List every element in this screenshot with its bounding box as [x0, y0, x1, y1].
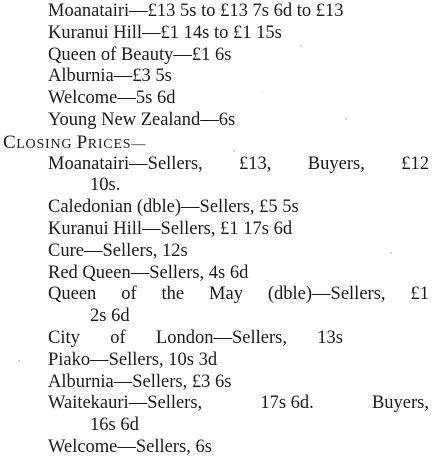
print-speck: [390, 252, 392, 254]
closing-prices-heading: [0, 132, 435, 154]
heading-cap-c: C: [3, 131, 17, 153]
closing-line-welcome: Welcome—Sellers, 6s: [48, 436, 212, 457]
closing-line-moanatairi-continued: 10s.: [90, 175, 121, 196]
closing-line-cure: Cure—Sellers, 12s: [48, 240, 188, 261]
closing-line-queen-of-the-may-continued: 2s 6d: [90, 306, 130, 327]
closing-line-alburnia: Alburnia—Sellers, £3 6s: [48, 371, 232, 392]
heading-rest-losing: LOSING: [16, 136, 77, 152]
closing-line-waitekauri: [0, 393, 435, 415]
closing-waitekauri-part-1: Waitekauri—Sellers,: [48, 393, 207, 414]
heading-cap-p: P: [76, 131, 88, 153]
closing-queen-may-part-2: of: [121, 284, 142, 305]
closing-queen-may-part-6: £1: [410, 284, 429, 305]
print-speck: [300, 45, 302, 47]
closing-moanatairi-part-3: Buyers,: [307, 153, 370, 174]
closing-city-part-4: 13s: [317, 327, 343, 348]
price-line-kuranui-hill: Kuranui Hill—£1 14s to £1 15s: [48, 22, 282, 43]
price-line-welcome: Welcome—5s 6d: [48, 88, 176, 109]
closing-queen-may-part-3: the: [161, 284, 189, 305]
closing-line-piako: Piako—Sellers, 10s 3d: [48, 349, 218, 370]
closing-line-moanatairi: [0, 154, 435, 176]
closing-queen-may-part-5: (dble)—Sellers,: [267, 284, 391, 305]
closing-line-kuranui-hill: Kuranui Hill—Sellers, £1 17s 6d: [48, 218, 293, 239]
price-line-young-new-zealand: Young New Zealand—6s: [48, 109, 236, 130]
closing-line-waitekauri-continued: 16s 6d: [90, 415, 139, 436]
price-line-queen-of-beauty: Queen of Beauty—£1 6s: [48, 44, 232, 65]
closing-city-part-3: London—Sellers,: [155, 327, 292, 348]
closing-city-part-2: of: [110, 327, 131, 348]
price-line-moanatairi: Moanatairi—£13 5s to £13 7s 6d to £13: [48, 1, 344, 21]
closing-queen-may-part-1: Queen: [48, 284, 101, 305]
print-speck: [233, 150, 235, 152]
closing-line-queen-of-the-may: [0, 284, 435, 306]
closing-city-part-1: City: [48, 327, 85, 348]
closing-line-city-of-london: [0, 328, 435, 350]
heading-rest-rices: RICES—: [87, 136, 147, 152]
print-speck: [345, 118, 347, 120]
closing-line-red-queen: Red Queen—Sellers, 4s 6d: [48, 262, 249, 283]
closing-line-caledonian: Caledonian (dble)—Sellers, £5 5s: [48, 197, 299, 218]
print-speck: [262, 92, 263, 93]
closing-moanatairi-part-1: Moanatairi—Sellers,: [48, 153, 208, 174]
print-speck: [18, 360, 20, 362]
closing-queen-may-part-4: May: [209, 284, 248, 305]
price-line-alburnia: Alburnia—£3 5s: [48, 66, 172, 87]
closing-waitekauri-part-2: 17s 6d.: [260, 393, 319, 414]
closing-waitekauri-part-3: Buyers,: [371, 393, 429, 414]
closing-moanatairi-part-4: £12: [401, 153, 429, 174]
closing-moanatairi-part-2: £13,: [239, 153, 277, 174]
